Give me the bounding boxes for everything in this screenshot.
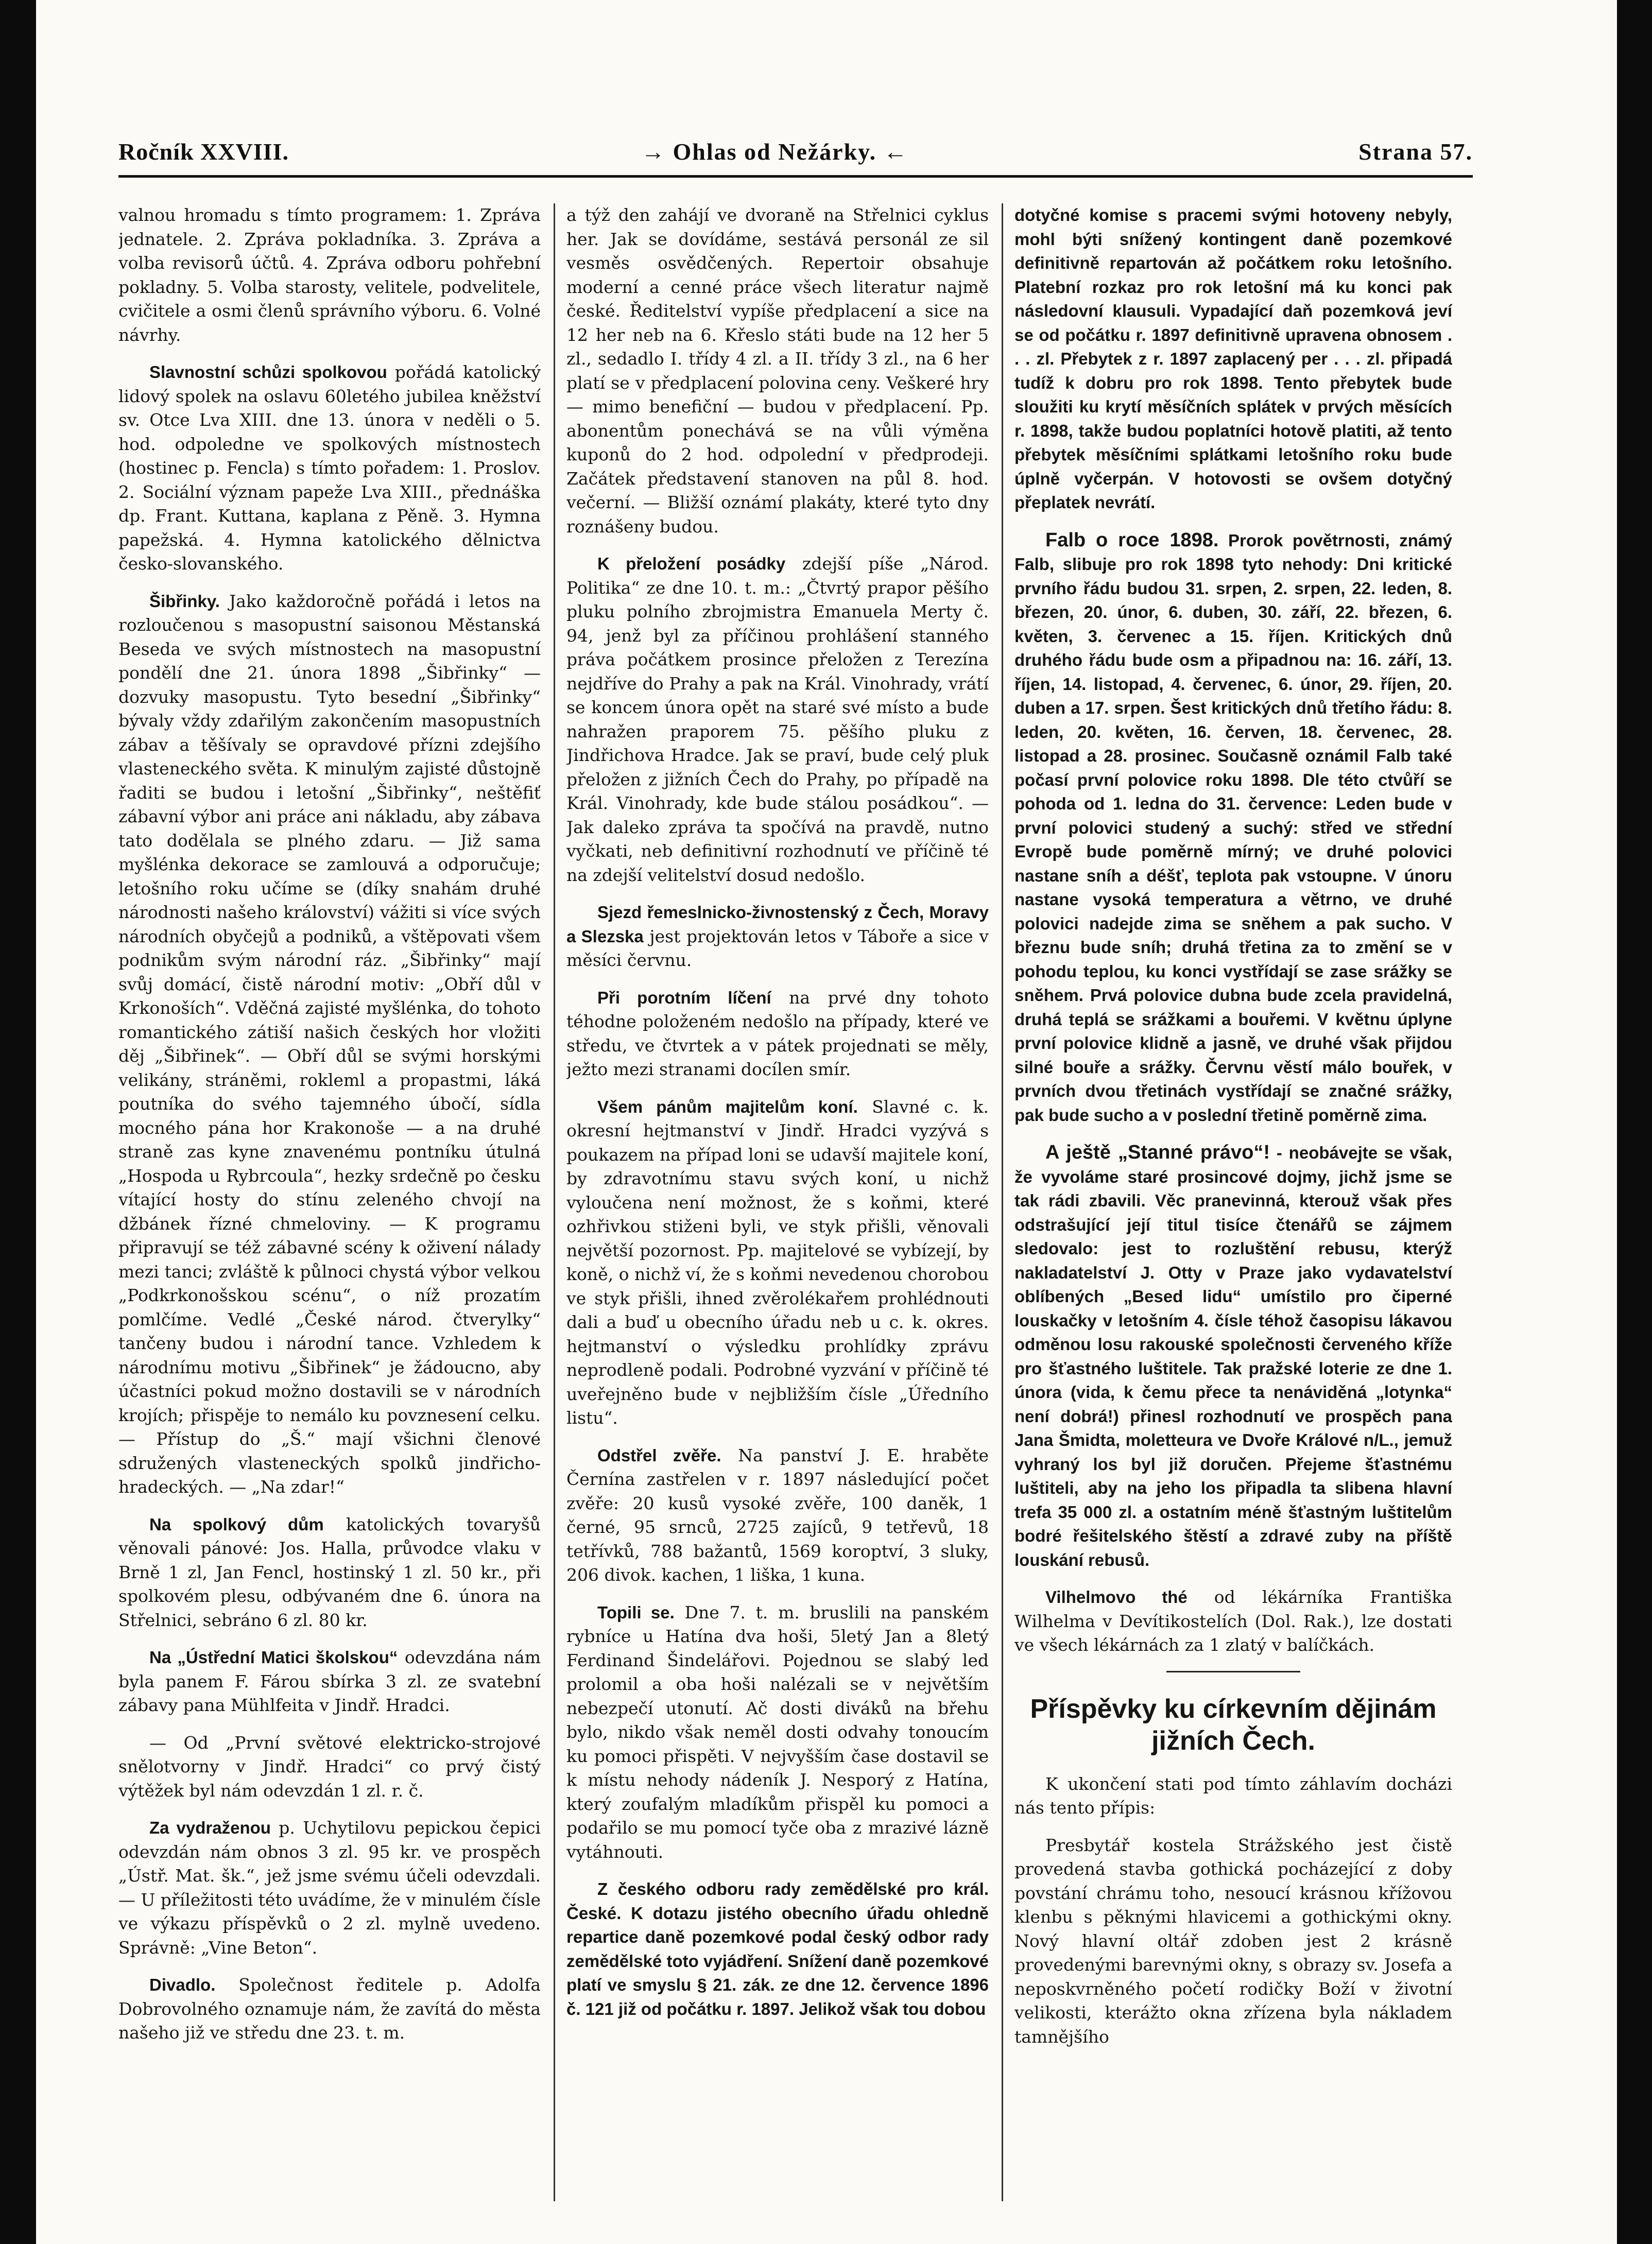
header-rule bbox=[118, 175, 1473, 178]
article-paragraph bbox=[566, 1877, 989, 2021]
column-1 bbox=[118, 203, 541, 2191]
article-paragraph bbox=[566, 986, 989, 1082]
article-paragraph: dotyčné komise s pracemi svými hotoveny nebyly, mohl býti snížený kontingent daně pozemkové definitivně repartován až počátkem roku letošního. Platební rozkaz pro rok letošní má ku konci pak následovní klausuli. Vypadající daň pozemková jeví se od počátku r. 1897 definitivně upravena obnosem . . . zl. Přebytek z r. 1897 zaplacený per . . . zl. připadá tudíž k dobru pro rok 1898. Tento přebytek bude sloužiti ku krytí měsíčních splátek v prvých měsících r. 1898, takže budou poplatníci hotově platiti, až tento přebytek měsíčními splátkami letošního roku bude úplně vyčerpán. V hotovosti se ovšem dotyčný přeplatek nevrátí. bbox=[1014, 205, 1452, 512]
article-text: odevzdána nám byla panem F. Fárou sbírka 3 zl. ze svatební zábavy pana Mühlfeita v Jindř. Hradci. bbox=[118, 1647, 541, 1715]
article-lead: Všem pánům majitelům koní. bbox=[597, 1097, 858, 1116]
article-text: - neobávejte se však, že vyvoláme staré prosincové dojmy, jichž jsme se tak rádi zbavili. Věc pranevinná, kterouž však přes odstrašující její titul tisíce čtenářů se zájmem sledovalo: jest to rozluštění rebusu, kterýž nakladatelství J. Otty v Praze jako vydavatelství oblíbených „Besed lidu“ umístilo pro čiperné louskačky v letošním 4. čísle téhož časopisu lákavou odměnou losu rakouské společnosti červeného kříže pro šťastného luštitele. Tak pražské loterie ze dne 1. února (vida, k čemu přece ta nenáviděná „lotynka“ není dobrá!) přinesl rozhodnutí ve prospěch pana Jana Šmidta, moletteura ve Dvoře Králové n/L., jemuž vyhraný los byl již doručen. Přejeme šťastnému luštiteli, aby na jeho los připadla ta slibena hlavní trefa 35 000 zl. a ostatním méně šťastným luštitelům bodré řešitelského štěstí a zdravé zuby na příště louskání rebusů. bbox=[1014, 1143, 1452, 1569]
article-text: od lékárníka Františka Wilhelma v Devítikostelích (Dol. Rak.), lze dostati ve všech lékárnách za 1 zlatý v balíčkách. bbox=[1014, 1587, 1452, 1655]
article-lead: Při porotním líčení bbox=[597, 988, 771, 1007]
article-lead: Odstřel zvěře. bbox=[597, 1445, 721, 1465]
article-text: Prorok povětrnosti, známý Falb, slibuje pro rok 1898 tyto nehody: Dni kritické prvního řádu budou 31. srpen, 2. srpen, 22. leden, 8. březen, 20. únor, 6. duben, 30. září, 22. březen, 6. květen, 3. červenec a 15. říjen. Kritických dnů druhého řádu bude osm a připadnou na: 16. září, 13. říjen, 14. listopad, 4. červenec, 6. únor, 29. říjen, 20. duben a 17. srpen. Šest kritických dnů třetího řádu: 8. leden, 20. květen, 16. červen, 18. červenec, 28. listopad a 28. prosinec. Současně oznámil Falb také počasí první polovice roku 1898. Dle této ctvůří se pohoda od 1. ledna do 31. července: Leden bude v první polovici studený a suchý: střed ve střední Evropě bude poměrně mírný; ve druhé polovici nastane sníh a déšť, teplota pak vstoupne. V únoru nastane vysoká temperatura a větrno, ve druhé polovici nadejde zima se sněhem a pak sucho. V březnu bude sníh; druhá třetina za to změní se v pohodu teplou, ku konci vystřídají se zase srážky se sněhem. Prvá polovice dubna bude zcela pravidelná, druhá teplá se srážkami a bouřemi. V květnu úplyne první polovice klidně a jasně, ve druhé však přijdou silné bouře a srážky. Červnu věstí málo bouřek, v prvních dvou třetinách vystřídají se značné srážky, pak bude sucho a v poslední třetině poměrně zima. bbox=[1014, 530, 1452, 1125]
article-paragraph: K ukončení stati pod tímto záhlavím docházi nás tento přípis: bbox=[1014, 1773, 1452, 1818]
article-lead: Vilhelmovo thé bbox=[1045, 1587, 1188, 1607]
article-paragraph bbox=[566, 901, 989, 973]
article-paragraph bbox=[1014, 528, 1452, 1128]
article-lead: Z českého odboru rady zemědělské pro král. České. bbox=[566, 1879, 989, 1923]
publication-title: → Ohlas od Nežárky. ← bbox=[641, 139, 908, 165]
article-paragraph bbox=[1014, 1141, 1452, 1572]
article-paragraph bbox=[566, 1601, 989, 1865]
article-text: katolických tovaryšů věnovali pánové: Jos. Halla, průvodce vlaku v Brně 1 zl, Jan Fencl, hostinský 1 zl. 50 kr., při spolkovém plesu, odbývaném dne 6. února na Střelnici, sebráno 6 zl. 80 kr. bbox=[118, 1514, 541, 1630]
page-header bbox=[118, 138, 1473, 179]
article-paragraph bbox=[566, 552, 989, 887]
article-paragraph: Presbytář kostela Strážského jest čistě provedená stavba gothická pocházející z doby povstání chrámu toho, nesoucí krásnou křížovou klenbu s pěknými hlavicemi a gothickými okny. Nový hlavní oltář zdoben jest 2 krásně provedenými barevnými okny, s obrazy sv. Josefa a neposkvrněného početí rodičky Boží v životní velikosti, kterážto okna zřízena byla nákladem tamnějšího bbox=[1014, 1835, 1452, 2047]
article-lead: Na „Ústřední Matici školskou“ bbox=[149, 1648, 398, 1667]
article-text: Na panství J. E. hraběte Černína zastřelen v r. 1897 následující počet zvěře: 20 kusů vysoké zvěře, 100 daněk, 1 černé, 95 srnců, 2725 zajíců, 9 tetřevů, 18 tetřívků, 788 bažantů, 1569 koroptví, 3 sluky, 206 divok. kachen, 1 liška, 1 kuna. bbox=[566, 1445, 989, 1585]
article-paragraph bbox=[118, 360, 541, 576]
article-paragraph bbox=[118, 1973, 541, 2045]
column-divider bbox=[554, 203, 555, 2201]
article-text: p. Uchytilovu pepickou čepici odevzdán nám obnos 3 zl. 95 kr. ve prospěch „Ústř. Mat. šk.“, jež jsme svému účeli odevzdali. — U příležitosti této uvádíme, že v minulém čísle ve výkazu příspěvků o 2 zl. mylně uvedeno. Správně: „Vine Beton“. bbox=[118, 1818, 541, 1958]
article-lead: Sjezd řemeslnicko-živnostenský z Čech, Moravy a Slezska bbox=[566, 903, 989, 946]
article-paragraph: — Od „První světové elektricko-strojové snělotvorny v Jindř. Hradci“ co prvý čistý výtěžek byl nám odevzdán 1 zl. r. č. bbox=[118, 1732, 541, 1801]
article-paragraph bbox=[118, 1816, 541, 1960]
article-text: K dotazu jistého obecního úřadu ohledně repartice daně pozemkové podal český odbor rady zemědělské toto vyjádření. Snížení daně pozemkové platí ve smyslu § 21. zák. ze dne 12. července 1896 č. 121 již od počátku r. 1897. Jelikož však tou dobou bbox=[566, 1903, 989, 2018]
article-paragraph bbox=[566, 1444, 989, 1587]
article-lead: Za vydraženou bbox=[149, 1818, 271, 1837]
article-paragraph: valnou hromadu s tímto programem: 1. Zpráva jednatele. 2. Zpráva pokladníka. 3. Zpráva a volba revisorů účtů. 4. Zpráva odboru pohřební pokladny. 5. Volba starosty, velitele, podvelitele, cvičitele a osmi členů správního výboru. 6. Volné návrhy. bbox=[118, 205, 541, 345]
article-paragraph bbox=[566, 1095, 989, 1430]
page-number: Strana 57. bbox=[1358, 139, 1473, 165]
article-lead: Na spolkový dům bbox=[149, 1514, 324, 1534]
article-paragraph: a týž den zahájí ve dvoraně na Střelnici cyklus her. Jak se dovídáme, sestává personál ze sil vesměs osvědčených. Repertoir obsahuje moderní a cenné práce všech literatur najmě české. Ředitelství vypíše předplacení a sice na 12 her neb na 6. Křeslo státi bude na 12 her 5 zl., sedadlo I. třídy 4 zl. a II. třídy 3 zl., na 6 her platí se v předplacení polovina ceny. Veškeré hry — mimo benefiční — budou v předplacení. Pp. abonentům ponechává se na vůli výměna kuponů do 2 hod. odpolední v předprodeji. Začátek představení stanoven na půl 8. hod. večerní. — Bližší oznámí plakáty, které tyto dny roznášeny budou. bbox=[566, 205, 989, 537]
article-lead: Topili se. bbox=[597, 1602, 675, 1622]
article-text: Dne 7. t. m. bruslili na panském rybníce u Hatína dva hoši, 5letý Jan a 8letý Ferdinand Šindelářovi. Pojednou se slabý led prolomil a oba hoši nalézali se v největším nebezpečí utonutí. Ač dosti diváků na břehu bylo, nikdo však neměl dosti odvahy tonoucím ku pomoci přispěti. V nejvyšším čase dostavil se k místu nehody nádeník J. Nesporý z Hatína, který zoufalým mladíkům přispěl ku pomoci a podařilo se mu pomocí tyče oba z mrazivé lázně vytáhnouti. bbox=[566, 1602, 989, 1862]
article-text: na prvé dny tohoto téhodne položeném nedošlo na případy, které ve středu, ve čtvrtek a v pátek projednati se měly, ježto mezi stranami docílen smír. bbox=[566, 987, 989, 1079]
newspaper-page bbox=[36, 0, 1617, 2244]
article-lead: Falb o roce 1898. bbox=[1045, 529, 1219, 551]
column-divider bbox=[1002, 203, 1003, 2201]
article-lead: A ještě „Stanné právo“! bbox=[1045, 1142, 1270, 1163]
article-lead: Divadlo. bbox=[149, 1975, 216, 1994]
column-2 bbox=[566, 203, 989, 2191]
article-text: Slavné c. k. okresní hejtmanství v Jindř. Hradci vyzývá s poukazem na případ loni se udavší majitele koní, by zdravotnímu stavu svých koní, u nichž vyloučena není možnost, že s koňmi, které ozhřivkou stiženi byli, ve styk přišli, věnovali největší pozornost. Pp. majitelové se vybízejí, by koně, o nichž ví, že s koňmi nevedenou chorobou ve styk přišli, ihned zvěrolékařem prohlédnouti dali a buď u obecního úřadu neb u c. k. okres. hejtmanství o výsledku prohlídky zprávu neprodleně podali. Podrobné vyzvání v příčině té uveřejněno bude v nejbližším čísle „Úředního listu“. bbox=[566, 1096, 989, 1428]
article-text: Jako každoročně pořádá i letos na rozloučenou s masopustní saisonou Městanská Beseda ve svých místnostech na masopustní pondělí dne 21. února 1898 „Šibřinky“ — dozvuky masopustu. Tyto besední „Šibřinky“ bývaly vždy zdařilým zakončením masopustních zábav a těšívaly se opravdové přízni zdejšího vlasteneckého světa. K minulým zajisté důstojně řaditi se budou i letošní „Šibřinky“, neštěfiť zábavní výbor ani práce ani nákladu, aby zábava tato dodělala se plného zdaru. — Již sama myšlénka dekorace se zamlouvá a odporučuje; letošního roku učíme se (díky snahám druhé národnosti našeho království) vážiti si více svých národních obyčejů a podniků, a vštěpovati všem podnikům svým národní ráz. „Šibřinky“ mají svůj domácí, čistě národní motiv: „Obří důl v Krkonoších“. Vděčná zajisté myšlénka, do tohoto romantického zátiší našich českých hor vložiti děj „Šibřinek“. — Obří důl se svými horskými velikány, stráněmi, rokleml a propastmi, láká poutníka do svého tajemného úbočí, sídla mocného pána hor Krakonoše — a na druhé straně zas kyne znavenému pontníku útulná „Hospoda u Rybrcoula“, hezky srdečně po česku vítající hosty do stínu zeleného chvojí na džbánek řízné chmeloviny. — K programu připravují se též zábavné scény k oživení nálady mezi tanci; zvláště k půlnoci chystá výbor velkou „Podkrkonošskou scénu“, o níž prozatím pomlčíme. Vedlé „České národ. čtverylky“ tančeny budou i národní tance. Vzhledem k národnímu motivu „Šibřinek“ je žádoucno, aby účastníci pokud možno dostavili se v národních krojích; přispěje to nemálo ku povznesení celku. — Přístup do „Š.“ mají všichni členové sdružených vlasteneckých spolků jindřicho-hradeckých. — „Na zdar!“ bbox=[118, 591, 541, 1497]
article-text: pořádá katolický lidový spolek na oslavu 60letého jubilea kněžství sv. Otce Lva XIII. dne 13. února v neděli o 5. hod. odpoledne ve spolkových místnostech (hostinec p. Fencla) s tímto pořadem: 1. Proslov. 2. Sociální význam papeže Lva XIII., přednáška dp. Frant. Kuttana, kaplana z Pěně. 3. Hymna papežská. 4. Hymna katolického dělnictva česko-slovanského. bbox=[118, 362, 541, 574]
article-paragraph bbox=[118, 1646, 541, 1718]
section-title: Příspěvky ku církevním dějinám jižních Čech. bbox=[1030, 1694, 1437, 1756]
section-divider bbox=[1166, 1671, 1300, 1672]
article-lead: Slavnostní schůzi spolkovou bbox=[149, 363, 387, 382]
volume-label: Ročník XXVIII. bbox=[118, 139, 289, 165]
column-3 bbox=[1014, 203, 1452, 2191]
article-lead: Šibřinky. bbox=[149, 591, 220, 611]
article-paragraph bbox=[1014, 1585, 1452, 1658]
article-text: zdejší píše „Národ. Politika“ ze dne 10. t. m.: „Čtvrtý prapor pěšího pluku polního zbrojmistra Emanuela Merty č. 94, jenž byl za příčinou prohlášení stanného práva počátkem prosince přeložen z Terezína nejdříve do Prahy a pak na Král. Vinohrady, vrátí se koncem února opět na staré své místo a bude nahražen praporem 75. pěšího pluku z Jindřichova Hradce. Jak se praví, bude celý pluk přeložen z jižních Čech do Prahy, po případě na Král. Vinohrady, kde bude stálou posádkou“. — Jak daleko zpráva ta spočívá na pravdě, nutno vyčkati, neb definitivní rozhodnutí ve příčině té na zdejší velitelství dosud nedošlo. bbox=[566, 554, 989, 885]
article-text: Společnost ředitele p. Adolfa Dobrovolného oznamuje nám, že zavítá do města našeho již ve středu dne 23. t. m. bbox=[118, 1975, 541, 2043]
article-lead: K přeložení posádky bbox=[597, 554, 786, 573]
article-text: jest projektován letos v Táboře a sice v měsíci červnu. bbox=[566, 926, 989, 970]
article-paragraph bbox=[118, 1513, 541, 1633]
article-paragraph bbox=[118, 590, 541, 1499]
